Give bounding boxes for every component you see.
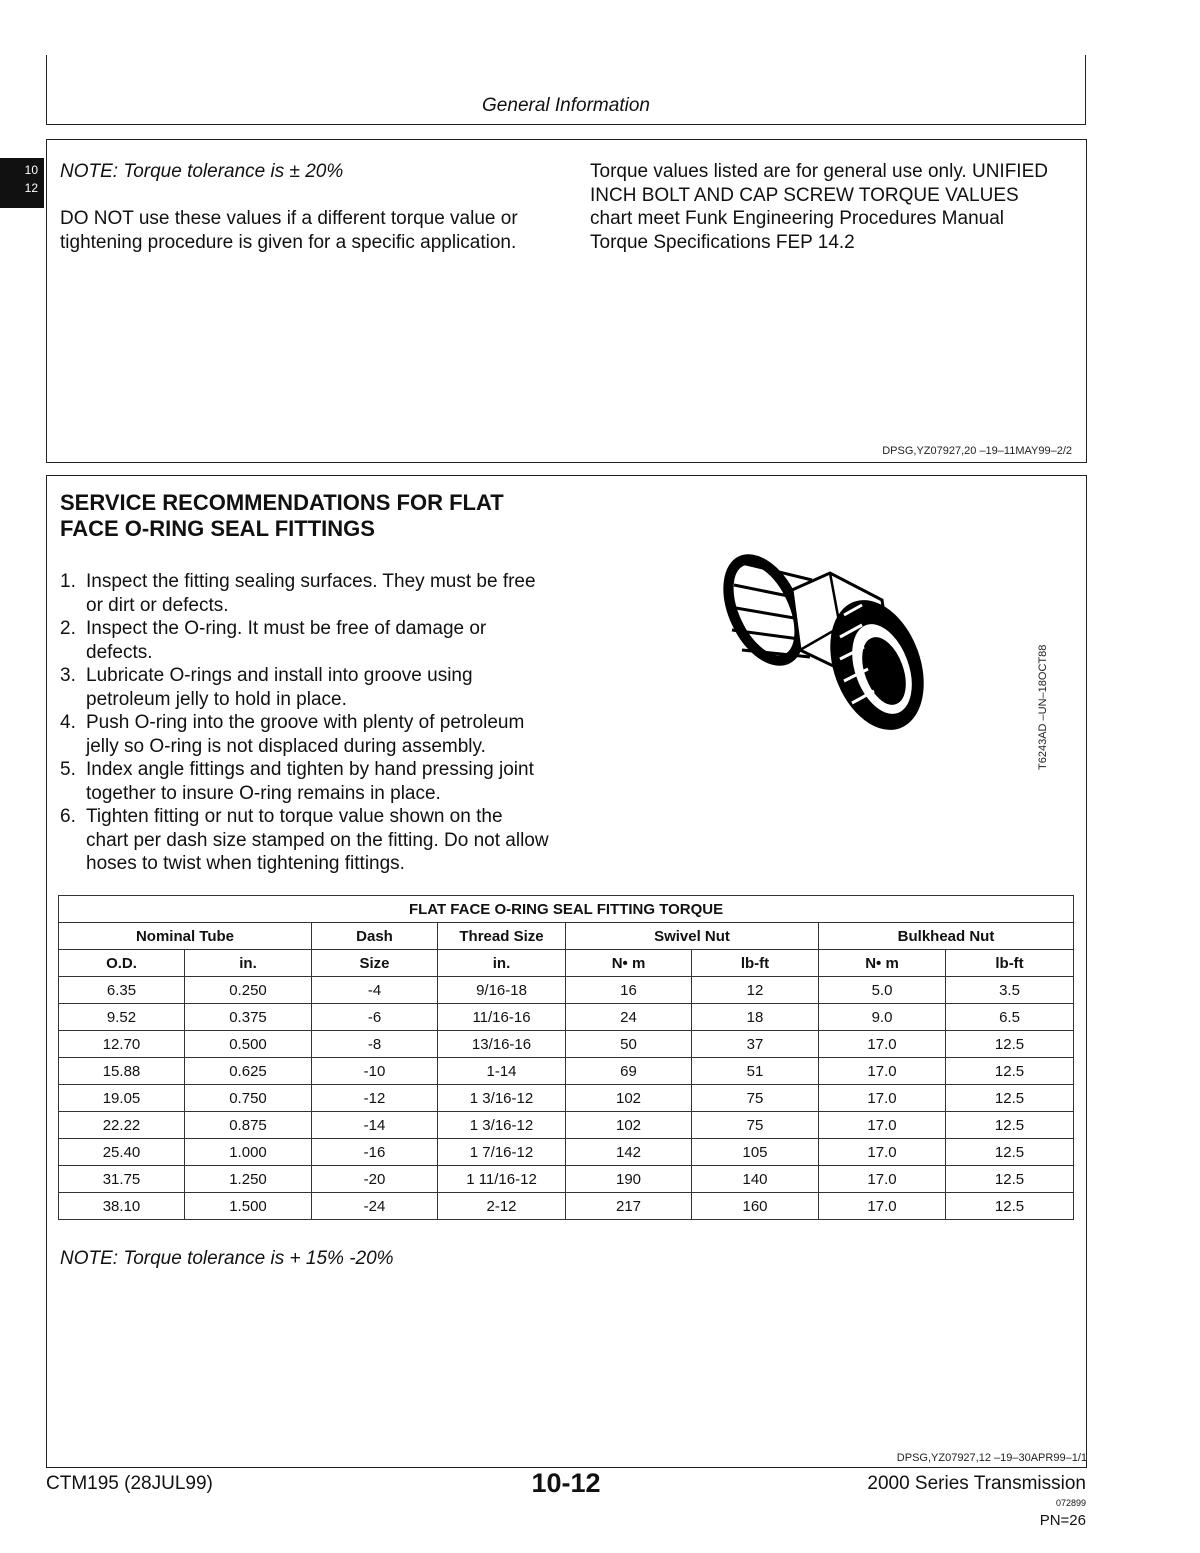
table-cell: 0.625	[185, 1058, 312, 1085]
column-group-header: Bulkhead Nut	[819, 923, 1074, 950]
column-header: N• m	[819, 950, 946, 977]
step-text: Lubricate O-rings and install into groove using	[86, 665, 473, 686]
procedure-step	[60, 758, 590, 805]
procedure-step	[60, 805, 590, 876]
table-row	[59, 1031, 1074, 1058]
table-cell: 17.0	[819, 1058, 946, 1085]
table-cell: -8	[312, 1031, 438, 1058]
general-use-line: Torque values listed are for general use only. UNIFIED	[590, 161, 1048, 182]
table-cell: 0.375	[185, 1004, 312, 1031]
table-cell: 17.0	[819, 1112, 946, 1139]
table-cell: 5.0	[819, 977, 946, 1004]
procedure-step	[60, 617, 590, 664]
section-1-code: DPSG,YZ07927,20 –19–11MAY99–2/2	[882, 445, 1072, 457]
general-use-line: Torque Specifications FEP 14.2	[590, 231, 855, 253]
table-cell: 9/16-18	[438, 977, 566, 1004]
table-cell: 75	[692, 1112, 819, 1139]
table-cell: 160	[692, 1193, 819, 1220]
table-cell: 12.5	[946, 1085, 1074, 1112]
table-cell: 0.750	[185, 1085, 312, 1112]
table-cell: 12.5	[946, 1112, 1074, 1139]
step-text: or dirt or defects.	[86, 594, 229, 616]
table-cell: 12.5	[946, 1139, 1074, 1166]
table-cell: 17.0	[819, 1139, 946, 1166]
step-text: hoses to twist when tightening fittings.	[86, 853, 405, 874]
frame-line	[46, 124, 1086, 125]
table-cell: 1 7/16-12	[438, 1139, 566, 1166]
table-row	[59, 1112, 1074, 1139]
step-number: 3.	[60, 665, 76, 686]
table-cell: 0.875	[185, 1112, 312, 1139]
table-row	[59, 1139, 1074, 1166]
table-cell: 12.5	[946, 1166, 1074, 1193]
manual-title: 2000 Series Transmission	[867, 1473, 1086, 1494]
table-cell: 17.0	[819, 1166, 946, 1193]
table-cell: 1.250	[185, 1166, 312, 1193]
table-cell: 1 3/16-12	[438, 1112, 566, 1139]
table-cell: 17.0	[819, 1031, 946, 1058]
column-group-header: Dash	[312, 923, 438, 950]
table-cell: 13/16-16	[438, 1031, 566, 1058]
step-text: defects.	[86, 641, 153, 663]
step-number: 6.	[60, 806, 76, 827]
section-2-code: DPSG,YZ07927,12 –19–30APR99–1/1	[896, 1452, 1087, 1464]
table-cell: 51	[692, 1058, 819, 1085]
torque-table	[58, 895, 1074, 1220]
column-header: O.D.	[59, 950, 185, 977]
column-group-header: Swivel Nut	[566, 923, 819, 950]
general-use-text	[590, 160, 1090, 254]
table-cell: 75	[692, 1085, 819, 1112]
o-ring-fitting-illustration	[712, 545, 927, 745]
step-number: 5.	[60, 759, 76, 780]
table-cell: 24	[566, 1004, 692, 1031]
column-group-header: Thread Size	[438, 923, 566, 950]
table-cell: 142	[566, 1139, 692, 1166]
section-title-line: FACE O-RING SEAL FITTINGS	[60, 516, 375, 541]
torque-tolerance-note: NOTE: Torque tolerance is ± 20%	[60, 161, 344, 182]
section-title-line: SERVICE RECOMMENDATIONS FOR FLAT	[60, 490, 504, 515]
table-cell: -20	[312, 1166, 438, 1193]
table-cell: 17.0	[819, 1085, 946, 1112]
table-title: FLAT FACE O-RING SEAL FITTING TORQUE	[59, 896, 1074, 923]
torque-tolerance-note-2: NOTE: Torque tolerance is + 15% -20%	[60, 1248, 394, 1269]
table-cell: 12.5	[946, 1031, 1074, 1058]
step-text: Inspect the fitting sealing surfaces. They must be free	[86, 571, 536, 592]
procedure-steps	[60, 570, 590, 876]
table-cell: 19.05	[59, 1085, 185, 1112]
table-cell: 12.70	[59, 1031, 185, 1058]
page-header-title: General Information	[482, 95, 650, 116]
warning-line: DO NOT use these values if a different torque value or	[60, 208, 518, 229]
step-text: Push O-ring into the groove with plenty of petroleum	[86, 712, 525, 733]
table-cell: 102	[566, 1085, 692, 1112]
step-text: jelly so O-ring is not displaced during assembly.	[86, 735, 486, 757]
table-cell: 190	[566, 1166, 692, 1193]
table-cell: 1 3/16-12	[438, 1085, 566, 1112]
table-cell: 217	[566, 1193, 692, 1220]
table-cell: 69	[566, 1058, 692, 1085]
table-cell: 0.250	[185, 977, 312, 1004]
procedure-step	[60, 711, 590, 758]
section-tab	[0, 158, 44, 208]
table-cell: 1-14	[438, 1058, 566, 1085]
table-row	[59, 1004, 1074, 1031]
table-row	[59, 1085, 1074, 1112]
table-cell: 37	[692, 1031, 819, 1058]
step-text: Inspect the O-ring. It must be free of damage or	[86, 618, 487, 639]
column-header: in.	[185, 950, 312, 977]
table-cell: 16	[566, 977, 692, 1004]
table-cell: 50	[566, 1031, 692, 1058]
step-number: 1.	[60, 571, 76, 592]
table-cell: 11/16-16	[438, 1004, 566, 1031]
table-cell: -24	[312, 1193, 438, 1220]
table-cell: 38.10	[59, 1193, 185, 1220]
table-cell: 25.40	[59, 1139, 185, 1166]
table-cell: 1.000	[185, 1139, 312, 1166]
table-cell: -14	[312, 1112, 438, 1139]
step-text: Index angle fittings and tighten by hand pressing joint	[86, 759, 534, 780]
table-row	[59, 1058, 1074, 1085]
table-cell: 15.88	[59, 1058, 185, 1085]
column-header: Size	[312, 950, 438, 977]
table-cell: -10	[312, 1058, 438, 1085]
table-row	[59, 1166, 1074, 1193]
column-header: lb-ft	[692, 950, 819, 977]
table-cell: 1.500	[185, 1193, 312, 1220]
print-date-code: 072899	[1055, 1498, 1086, 1508]
table-cell: 12.5	[946, 1058, 1074, 1085]
table-row	[59, 1193, 1074, 1220]
table-row	[59, 977, 1074, 1004]
table-cell: 31.75	[59, 1166, 185, 1193]
table-body	[59, 977, 1074, 1220]
table-cell: 17.0	[819, 1193, 946, 1220]
table-cell: 6.35	[59, 977, 185, 1004]
table-cell: -6	[312, 1004, 438, 1031]
column-header: N• m	[566, 950, 692, 977]
table-cell: 22.22	[59, 1112, 185, 1139]
table-cell: -4	[312, 977, 438, 1004]
table-cell: 12.5	[946, 1193, 1074, 1220]
table-cell: 1 11/16-12	[438, 1166, 566, 1193]
illustration-code: T6243AD –UN–18OCT88	[1037, 644, 1049, 770]
column-group-header: Nominal Tube	[59, 923, 312, 950]
table-cell: -12	[312, 1085, 438, 1112]
table-cell: 12	[692, 977, 819, 1004]
table-cell: 140	[692, 1166, 819, 1193]
step-text: petroleum jelly to hold in place.	[86, 688, 347, 710]
step-text: Tighten fitting or nut to torque value shown on the	[86, 806, 503, 827]
warning-text	[60, 207, 580, 254]
procedure-step	[60, 570, 590, 617]
document-id: CTM195 (28JUL99)	[46, 1473, 213, 1494]
table-cell: 105	[692, 1139, 819, 1166]
procedure-step	[60, 664, 590, 711]
page-number: 10-12	[531, 1468, 601, 1498]
general-use-line: INCH BOLT AND CAP SCREW TORQUE VALUES	[590, 184, 1019, 206]
warning-line: tightening procedure is given for a specific application.	[60, 231, 517, 253]
table-subheader-row	[59, 950, 1074, 977]
table-cell: -16	[312, 1139, 438, 1166]
step-text: together to insure O-ring remains in place.	[86, 782, 441, 804]
step-number: 2.	[60, 618, 76, 639]
section-tab-line2: 12	[24, 181, 38, 195]
table-title-row	[59, 896, 1074, 923]
section-title	[60, 490, 504, 542]
table-cell: 6.5	[946, 1004, 1074, 1031]
table-cell: 18	[692, 1004, 819, 1031]
table-cell: 9.0	[819, 1004, 946, 1031]
general-use-line: chart meet Funk Engineering Procedures Manual	[590, 208, 1005, 229]
section-tab-line1: 10	[24, 163, 38, 177]
column-header: in.	[438, 950, 566, 977]
table-cell: 0.500	[185, 1031, 312, 1058]
pn-number: PN=26	[1039, 1512, 1086, 1529]
column-header: lb-ft	[946, 950, 1074, 977]
table-cell: 9.52	[59, 1004, 185, 1031]
table-header-row	[59, 923, 1074, 950]
table-cell: 102	[566, 1112, 692, 1139]
table-cell: 3.5	[946, 977, 1074, 1004]
step-text: chart per dash size stamped on the fitting. Do not allow	[86, 829, 549, 851]
step-number: 4.	[60, 712, 76, 733]
table-cell: 2-12	[438, 1193, 566, 1220]
